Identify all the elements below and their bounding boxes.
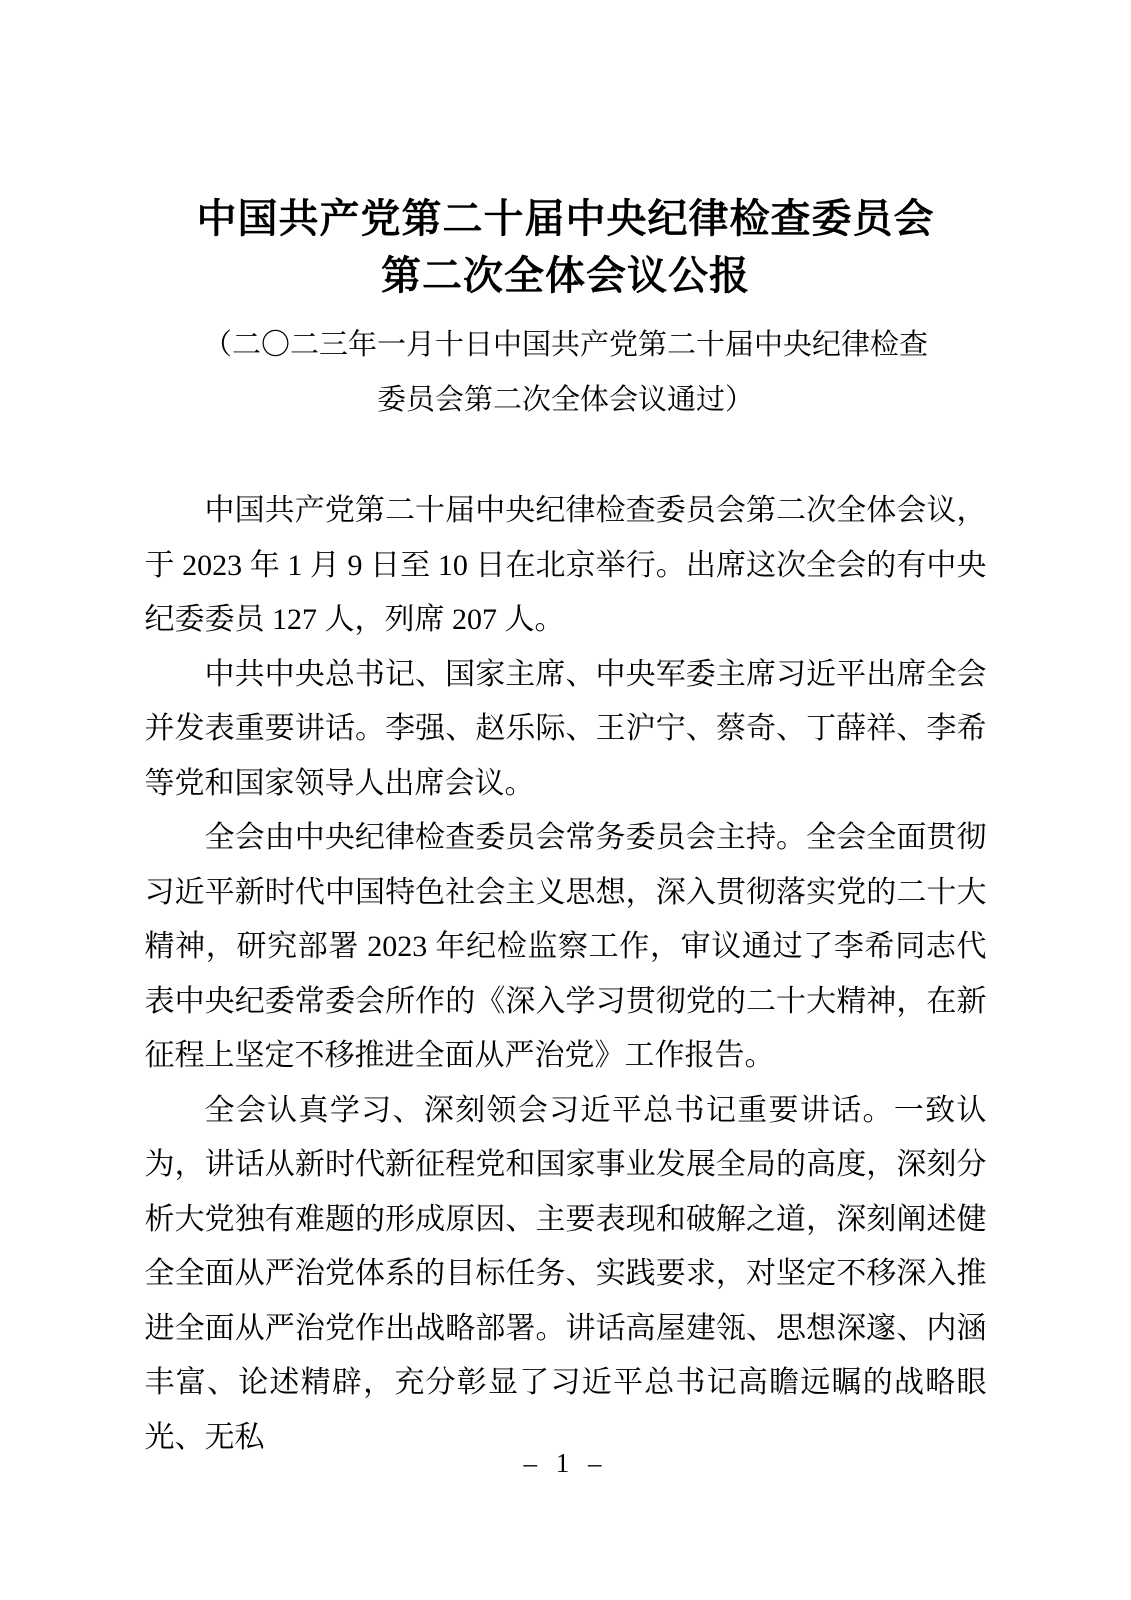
body-paragraph: 全会认真学习、深刻领会习近平总书记重要讲话。一致认为，讲话从新时代新征程党和国家事业发展全局的高度，深刻分析大党独有难题的形成原因、主要表现和破解之道，深刻阐述健全全面从严治党体系的目标任务、实践要求，对坚定不移深入推进全面从严治党作出战略部署。讲话高屋建瓴、思想深邃、内涵丰富、论述精辟，充分彰显了习近平总书记高瞻远瞩的战略眼光、无私 — [144, 1093, 987, 1454]
document-subtitle-line2: 委员会第二次全体会议通过） — [376, 384, 754, 416]
body-paragraph: 全会由中央纪律检查委员会常务委员会主持。全会全面贯彻习近平新时代中国特色社会主义思想，深入贯彻落实党的二十大精神，研究部署 2023 年纪检监察工作，审议通过了李希同志代表中央纪委常委会所作的《深入学习贯彻党的二十大精神，在新征程上坚定不移推进全面从严治党》工作报告。 — [144, 821, 987, 1072]
document-title-line2: 第二次全体会议公报 — [381, 253, 750, 298]
document-title — [0, 0, 1131, 304]
body-paragraph: 中共中央总书记、国家主席、中央军委主席习近平出席全会并发表重要讲话。李强、赵乐际、王沪宁、蔡奇、丁薛祥、李希等党和国家领导人出席会议。 — [144, 657, 987, 800]
document-subtitle-line1: （二〇二三年一月十日中国共产党第二十届中央纪律检查 — [202, 329, 928, 361]
document-body — [145, 484, 987, 1465]
document-title-line1: 中国共产党第二十届中央纪律检查委员会 — [196, 196, 935, 241]
page-number: – 1 – — [523, 1448, 608, 1478]
document-subtitle — [0, 318, 1131, 428]
body-paragraph: 中国共产党第二十届中央纪律检查委员会第二次全体会议，于 2023 年 1 月 9 日至 10 日在北京举行。出席这次全会的有中央纪委委员 127 人，列席 207 人。 — [144, 494, 987, 636]
